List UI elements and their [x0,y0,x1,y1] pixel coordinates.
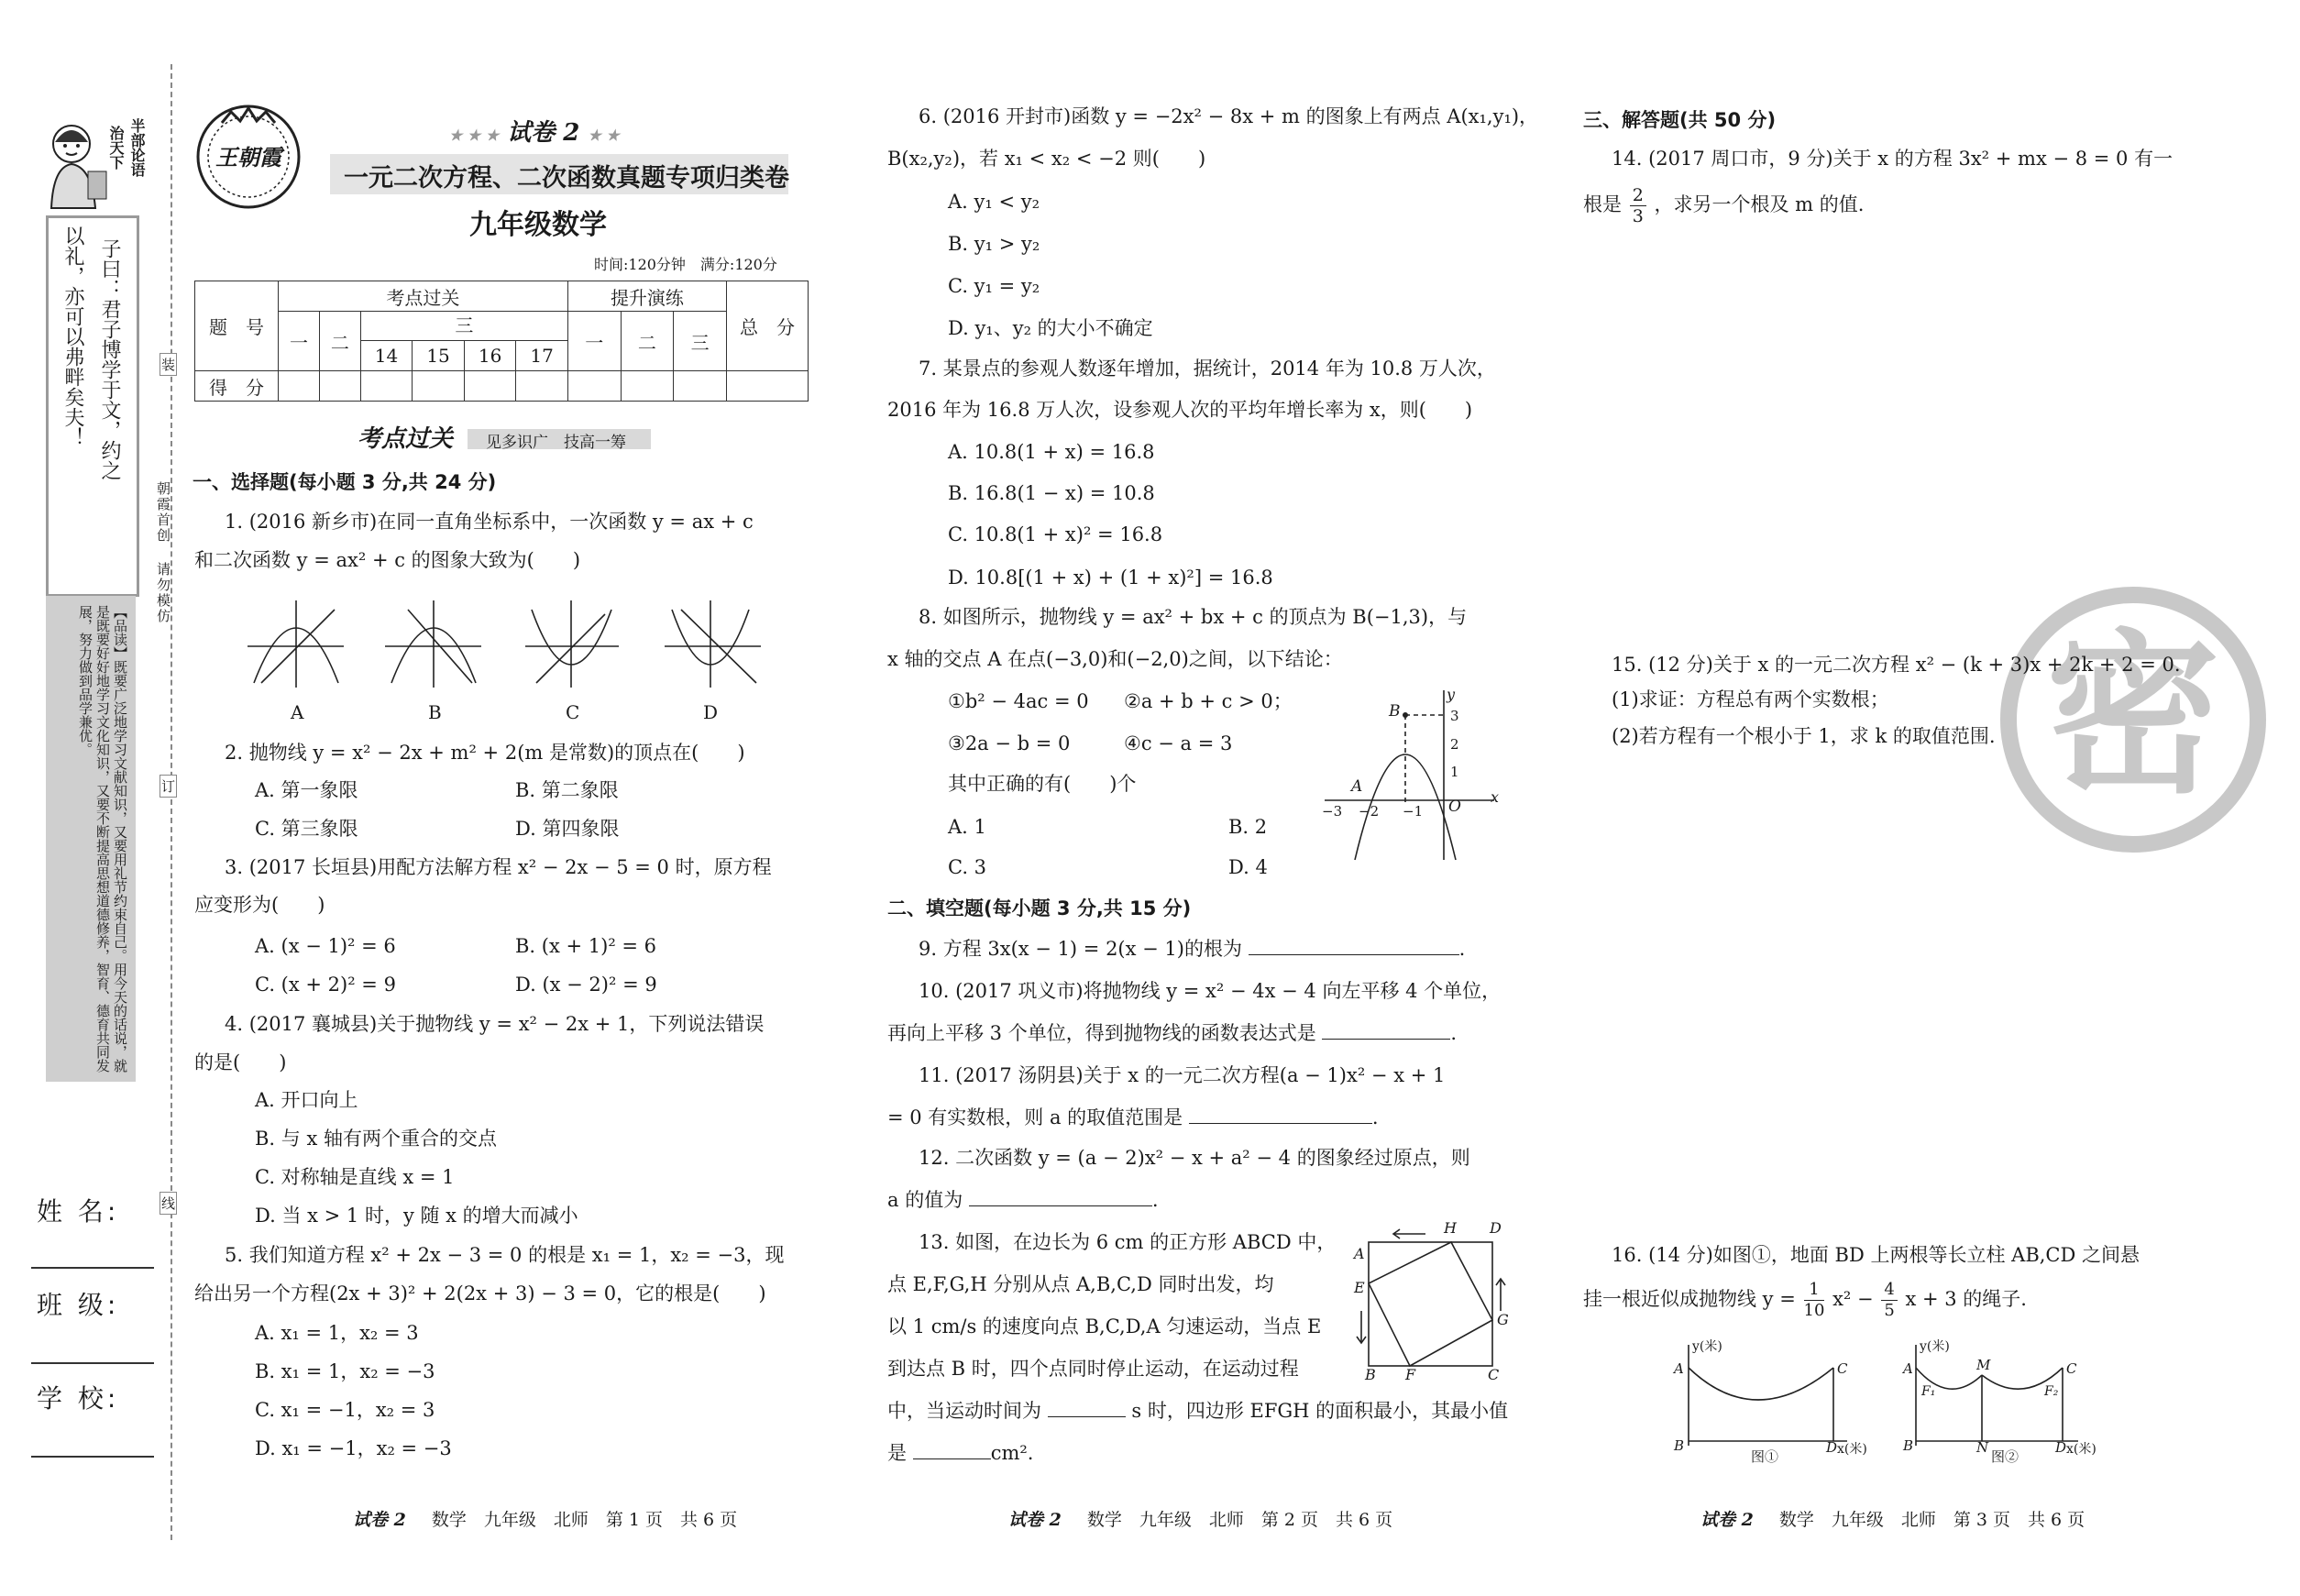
q8-tick-y1: 1 [1450,764,1459,780]
footer-info: 数学 九年级 北师 第 2 页 共 6 页 [1086,1510,1393,1530]
q16-text-b: x² − [1832,1288,1874,1310]
fig2-label-m: M [1976,1357,1991,1373]
q13-line5 [887,1392,1508,1430]
time-info: 时间:120分钟 满分:120分 [594,256,777,273]
school-label: 学 校: [37,1383,120,1414]
name-label: 姓 名: [37,1196,120,1227]
q8-tick-y3: 3 [1450,708,1459,724]
q2-opt-b[interactable]: B. 第二象限 [515,779,619,801]
motto-header-1: 半部论语 [128,118,146,177]
q11-text: = 0 有实数根，则 a 的取值范围是 [887,1106,1183,1128]
q16-fraction-1 [1804,1280,1825,1321]
score-cell[interactable] [279,371,320,402]
school-field[interactable] [31,1456,154,1458]
motto-box [46,215,139,597]
fig2-label-f1: F₁ [1921,1384,1936,1399]
q8-label-y: y [1447,686,1456,703]
q7-line2: 2016 年为 16.8 万人次，设参观人次的平均年增长率为 x，则( ) [887,399,1473,421]
logo-text: 王朝霞 [215,144,281,171]
page2-footer [1008,1506,1392,1531]
q8-label-b: B [1389,702,1401,721]
brand-logo [194,103,303,211]
q8-item-1: ①b² − 4ac = 0 [948,690,1089,712]
q16-num-2: 4 [1881,1280,1897,1301]
section3-heading: 三、解答题(共 50 分) [1583,109,1777,131]
q13-label-a: A [1354,1245,1365,1262]
col-header: 二 [621,312,674,371]
q5-opt-a[interactable]: A. x₁ = 1，x₂ = 3 [255,1322,419,1344]
col-sub: 14 [361,341,413,370]
q1-line1: 1. (2016 新乡市)在同一直角坐标系中，一次函数 y = ax + c [225,511,754,533]
q6-opt-b[interactable]: B. y₁ > y₂ [948,233,1040,255]
fig1-label-x: x(米) [1837,1442,1867,1457]
q5-opt-b[interactable]: B. x₁ = 1，x₂ = −3 [255,1360,435,1382]
fig2-caption: 图② [1991,1448,2019,1465]
q4-line1: 4. (2017 襄城县)关于抛物线 y = x² − 2x + 1，下列说法错误 [225,1013,765,1035]
q7-line1: 7. 某景点的参观人数逐年增加，据统计，2014 年为 10.8 万人次， [919,358,1496,380]
graph-label-a: A [291,701,304,723]
q7-opt-c[interactable]: C. 10.8(1 + x)² = 16.8 [948,523,1163,545]
footer-label: 试卷 2 [353,1510,406,1530]
q13-figure [1352,1219,1509,1384]
reading-box [46,596,136,1082]
q12-text: a 的值为 [887,1189,963,1211]
stamp-char: 密 [2045,614,2220,817]
q15-line1: 15. (12 分)关于 x 的一元二次方程 x² − (k + 3)x + 2k + 2 = 0. [1612,654,2181,676]
q14-fraction [1630,185,1646,226]
q4-opt-b[interactable]: B. 与 x 轴有两个重合的交点 [255,1128,497,1150]
q13-text-c: 是 [887,1442,907,1464]
class-field[interactable] [31,1362,154,1364]
q10-line1: 10. (2017 巩义市)将抛物线 y = x² − 4x − 4 向左平移 4 个单位， [919,980,1502,1002]
q8-line1: 8. 如图所示，抛物线 y = ax² + bx + c 的顶点为 B(−1,3)，与 [919,606,1468,628]
reading-text: 【品读】既要广泛地学习文献知识，又要用礼节约束自己。用今天的话说，就是既要好好地学习文化知识，又要不断提高思想道德修养，智育、德育共同发展，努力做到品学兼优。 [77,605,128,1073]
q16-line2 [1583,1280,2027,1335]
q13-time-blank[interactable] [1048,1416,1126,1417]
score-cell[interactable] [727,371,809,402]
graph-label-b: B [428,701,442,723]
fig2-label-a: A [1903,1360,1913,1377]
q14-line1: 14. (2017 周口市，9 分)关于 x 的方程 3x² + mx − 8 = 0 有一 [1612,148,2173,170]
q6-opt-c[interactable]: C. y₁ = y₂ [948,275,1040,297]
motto-column-1: 子曰：君子博学于文，约之 [98,238,121,480]
q6-opt-d[interactable]: D. y₁、y₂ 的大小不确定 [948,317,1153,339]
q3-opt-d[interactable]: D. (x − 2)² = 9 [515,974,657,996]
col-header: 三 [674,312,727,371]
q8-line2: x 轴的交点 A 在点(−3,0)和(−2,0)之间，以下结论： [887,648,1343,670]
q8-item-4: ④c − a = 3 [1124,732,1233,754]
q9 [919,930,1465,968]
q3-opt-a[interactable]: A. (x − 1)² = 6 [255,935,396,957]
q5-line2: 给出另一个方程(2x + 3)² + 2(2x + 3) − 3 = 0，它的根是( ) [194,1282,766,1304]
q2: 2. 抛物线 y = x² − 2x + m² + 2(m 是常数)的顶点在( ) [225,742,745,764]
q13-label-b: B [1365,1366,1376,1383]
q7-opt-b[interactable]: B. 16.8(1 − x) = 10.8 [948,482,1155,504]
fig1-label-y: y(米) [1692,1339,1722,1354]
side-notice: 朝霞首创 请勿模仿 [155,481,171,624]
footer-info: 数学 九年级 北师 第 1 页 共 6 页 [431,1510,738,1530]
q13-line1: 13. 如图，在边长为 6 cm 的正方形 ABCD 中， [919,1231,1337,1253]
q1-line2: 和二次函数 y = ax² + c 的图象大致为( ) [194,549,581,571]
col-header: 二 [319,312,360,371]
score-cell[interactable] [319,371,360,402]
q5-line1: 5. 我们知道方程 x² + 2x − 3 = 0 的根是 x₁ = 1，x₂ = −3，现 [225,1244,785,1266]
section2-heading: 二、填空题(每小题 3 分,共 15 分) [887,897,1192,919]
q8-opt-c[interactable]: C. 3 [948,856,987,878]
q2-opt-a[interactable]: A. 第一象限 [255,779,358,801]
q1-graphs [234,591,802,729]
q2-opt-d[interactable]: D. 第四象限 [515,818,620,840]
col-header-3 [360,312,567,371]
col-sub: 15 [413,341,465,370]
fig2-label-f2: F₂ [2044,1384,2059,1399]
section-banner [348,418,660,453]
confidential-stamp [2000,587,2266,853]
fig1-label-d: D [1826,1439,1838,1456]
q12-line1: 12. 二次函数 y = (a − 2)x² − x + a² − 4 的图象经过原点，则 [919,1147,1470,1169]
score-table [194,281,809,402]
footer-info: 数学 九年级 北师 第 3 页 共 6 页 [1778,1510,2085,1530]
q8-label-o: O [1448,798,1461,816]
section1-heading: 一、选择题(每小题 3 分,共 24 分) [193,471,497,493]
fig1-label-b: B [1674,1437,1685,1454]
fig2-label-c: C [2066,1360,2077,1377]
score-cell[interactable] [516,371,568,402]
q12-line2 [887,1181,1159,1219]
row-label-number: 题 号 [195,281,279,371]
q13-line3: 以 1 cm/s 的速度向点 B,C,D,A 匀速运动，当点 E [887,1315,1322,1337]
q13-text-d: cm². [990,1442,1034,1464]
q14-line2 [1583,185,1864,240]
q1-graphs-svg [234,591,802,692]
q5-opt-c[interactable]: C. x₁ = −1，x₂ = 3 [255,1399,435,1421]
student-fields [28,1183,156,1476]
fig2-label-b: B [1903,1437,1914,1454]
fig1-label-c: C [1837,1360,1848,1377]
col-header: 一 [567,312,621,371]
q3-opt-b[interactable]: B. (x + 1)² = 6 [515,935,657,957]
col-sub: 17 [530,345,554,367]
q16-den-1: 10 [1803,1301,1825,1320]
q8-item-3: ③2a − b = 0 [948,732,1071,754]
q8-tick-x-3: −3 [1322,803,1343,820]
score-cell[interactable] [621,371,674,402]
score-cell[interactable] [567,371,621,402]
binding-line [171,64,172,1540]
seal-char-1: 装 [160,353,177,376]
q13-figure-svg [1352,1228,1508,1384]
q15-line2: (1)求证：方程总有两个实数根； [1612,688,1889,710]
q16-line1: 16. (14 分)如图①，地面 BD 上两根等长立柱 AB,CD 之间悬 [1612,1244,2140,1266]
fig1-label-a: A [1674,1360,1684,1377]
q5-opt-d[interactable]: D. x₁ = −1，x₂ = −3 [255,1437,452,1459]
q3-opt-c[interactable]: C. (x + 2)² = 9 [255,974,396,996]
score-cell[interactable] [360,371,413,402]
q13-label-g: G [1497,1311,1509,1328]
col-sub: 16 [465,341,517,370]
score-cell[interactable] [464,371,516,402]
group-kaodian: 考点过关 [279,281,568,312]
q8-figure [1320,686,1503,869]
q16-text-c: x + 3 的绳子. [1905,1288,2027,1310]
q3-line2: 应变形为( ) [194,894,325,916]
q16-fraction-2 [1881,1280,1897,1321]
q10-answer-blank[interactable] [1322,1039,1450,1040]
q7-opt-a[interactable]: A. 10.8(1 + x) = 16.8 [948,441,1155,463]
q7-opt-d[interactable]: D. 10.8[(1 + x) + (1 + x)²] = 16.8 [948,567,1273,589]
total-header: 总 分 [727,281,809,371]
fig1-caption: 图① [1751,1448,1779,1465]
q8-opt-b[interactable]: B. 2 [1228,816,1268,838]
q16-num-1: 1 [1804,1280,1825,1301]
q13-text-a: 中，当运动时间为 [887,1400,1041,1422]
q9-text: 9. 方程 3x(x − 1) = 2(x − 1)的根为 [919,938,1242,960]
q10-line2 [887,1014,1457,1052]
q8-label-x: x [1491,788,1500,806]
q13-line6 [887,1434,1033,1472]
q13-label-e: E [1354,1279,1365,1296]
q2-opt-c[interactable]: C. 第三象限 [255,818,358,840]
q8-item-2: ②a + b + c > 0； [1124,690,1293,712]
row-label-score: 得 分 [195,371,279,402]
q8-tail: 其中正确的有( )个 [948,773,1137,795]
q11-answer-blank[interactable] [1189,1123,1372,1124]
q9-period: . [1458,938,1466,960]
score-cell[interactable] [674,371,727,402]
motto-header-2: 治天下 [107,126,125,170]
footer-label: 试卷 2 [1700,1510,1754,1530]
q8-opt-a[interactable]: A. 1 [948,816,986,838]
q13-text-b: s 时，四边形 EFGH 的面积最小，其最小值 [1131,1400,1509,1422]
fig2-label-y: y(米) [1920,1339,1950,1354]
q16-figure-2 [1899,1339,2096,1469]
q12-period: . [1151,1189,1159,1211]
q16-figure-1 [1668,1339,1867,1469]
banner-title: 考点过关 [358,425,454,453]
seal-char-2: 订 [160,775,177,798]
q9-answer-blank[interactable] [1249,954,1459,955]
paper-title: 一元二次方程、二次函数真题专项归类卷 [344,164,789,193]
q14-text-a: 根是 [1583,193,1622,215]
q10-text: 再向上平移 3 个单位，得到抛物线的函数表达式是 [887,1022,1316,1044]
q8-tick-x-1: −1 [1403,803,1424,820]
left-strip [28,105,151,1160]
q11-period: . [1371,1106,1379,1128]
q8-label-a: A [1351,777,1363,796]
q13-area-blank[interactable] [913,1458,991,1459]
q11-line1: 11. (2017 汤阴县)关于 x 的一元二次方程(a − 1)x² − x + 1 [919,1064,1446,1086]
paper-subtitle: 九年级数学 [469,209,607,241]
q13-label-h: H [1444,1219,1457,1237]
q6-line2: B(x₂,y₂)，若 x₁ < x₂ < −2 则( ) [887,148,1206,170]
q4-line2: 的是( ) [194,1051,287,1073]
fig2-label-n: N [1976,1439,1989,1456]
q14-numerator: 2 [1630,185,1646,206]
q4-opt-c[interactable]: C. 对称轴是直线 x = 1 [255,1166,455,1188]
name-field[interactable] [31,1267,154,1269]
banner-slogan: 见多识广 技高一筹 [486,434,626,452]
footer-label: 试卷 2 [1008,1510,1062,1530]
q8-tick-y2: 2 [1450,736,1459,753]
q15-line3: (2)若方程有一个根小于 1，求 k 的取值范围. [1612,725,1996,747]
q4-opt-d[interactable]: D. 当 x > 1 时，y 随 x 的增大而减小 [255,1205,578,1227]
q12-answer-blank[interactable] [969,1205,1152,1206]
paper-label-text: 试卷 2 [507,119,580,147]
q16-figure-1-svg [1668,1340,1852,1450]
q10-period: . [1450,1022,1458,1044]
q6-line1: 6. (2016 开封市)函数 y = −2x² − 8x + m 的图象上有两点 A(x₁,y₁)， [919,105,1539,127]
graph-label-c: C [566,701,580,723]
q8-tick-x-2: −2 [1359,803,1380,820]
q14-text-b: ，求另一个根及 m 的值. [1654,193,1865,215]
page1-footer [353,1506,737,1531]
q14-denominator: 3 [1632,206,1644,226]
q16-text-a: 挂一根近似成抛物线 y = [1583,1288,1796,1310]
fig2-label-x: x(米) [2066,1442,2096,1457]
q13-label-d: D [1490,1219,1502,1237]
class-label: 班 级: [37,1290,120,1320]
q3-line1: 3. (2017 长垣县)用配方法解方程 x² − 2x − 5 = 0 时，原方程 [225,856,772,878]
q11-line2 [887,1098,1379,1137]
group-tisheng: 提升演练 [567,281,726,312]
fig2-label-d: D [2055,1439,2067,1456]
seal-char-3: 线 [160,1192,177,1215]
col-header: 三 [361,312,567,341]
score-cell[interactable] [413,371,465,402]
paper-label [449,114,620,148]
q8-opt-d[interactable]: D. 4 [1228,856,1268,878]
q13-label-c: C [1488,1366,1500,1383]
q6-opt-a[interactable]: A. y₁ < y₂ [948,191,1040,213]
q16-den-2: 5 [1884,1301,1895,1320]
star-icon: ★ ★ [588,127,620,144]
graph-label-d: D [703,701,719,723]
page3-footer [1700,1506,2085,1531]
star-icon: ★ ★ ★ [449,127,500,144]
col-header: 一 [279,312,320,371]
q13-line2: 点 E,F,G,H 分别从点 A,B,C,D 同时出发，均 [887,1273,1274,1295]
q8-figure-svg [1320,686,1503,869]
q13-label-f: F [1405,1366,1416,1383]
motto-column-2: 以礼，亦可以弗畔矣夫！ [61,226,84,447]
q13-line4: 到达点 B 时，四个点同时停止运动，在运动过程 [887,1358,1299,1380]
q4-opt-a[interactable]: A. 开口向上 [255,1089,358,1111]
